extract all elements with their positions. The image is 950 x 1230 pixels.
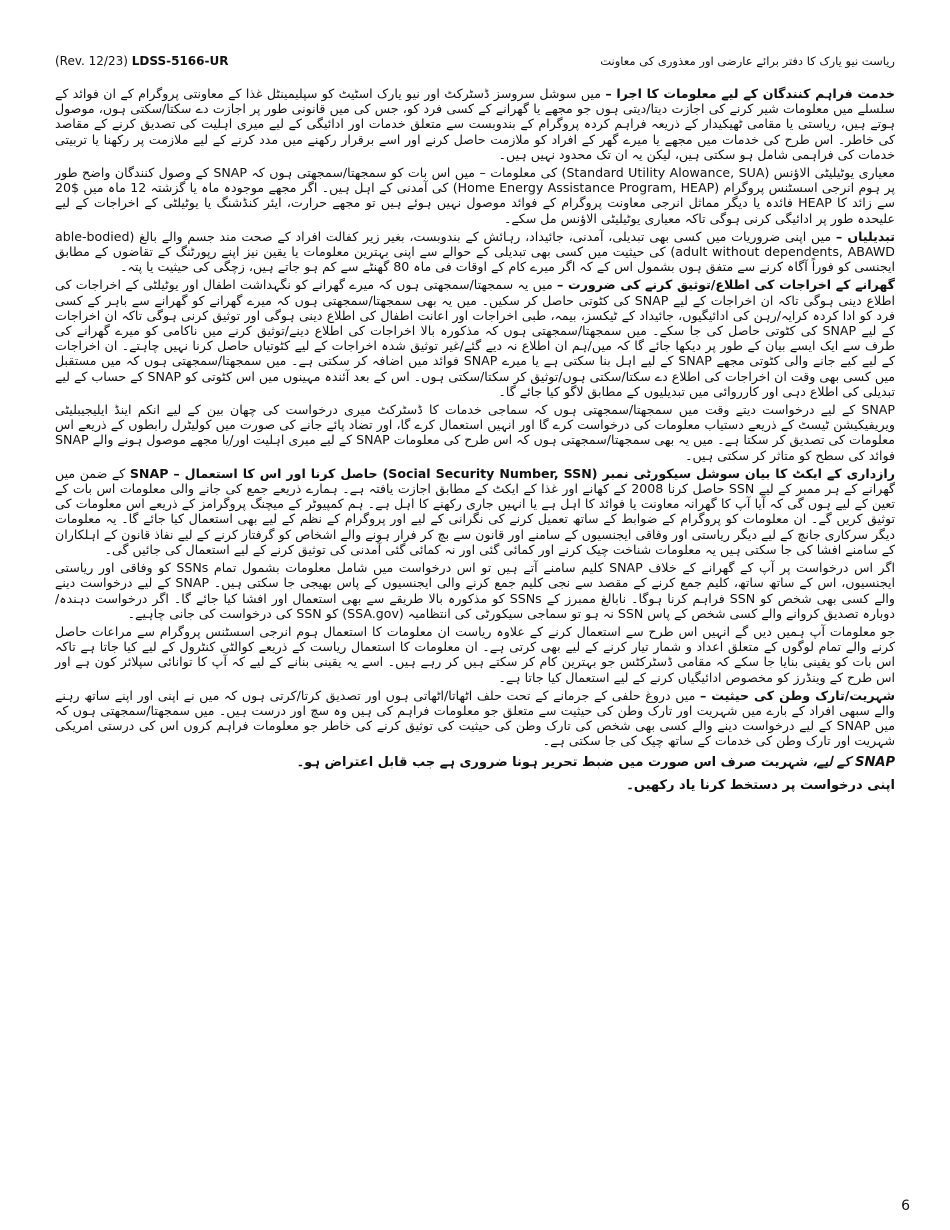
paragraph-privacy-act xyxy=(55,466,895,557)
document-body xyxy=(55,86,895,793)
revision-date: (Rev. 12/23) xyxy=(55,54,128,68)
snap-prefix: SNAP کے لیے، xyxy=(812,754,895,770)
note-emphasis: جب قابل اعتراض ہو۔ xyxy=(296,754,436,770)
paragraph-sua xyxy=(55,165,895,226)
paragraph-text: اگر اس درخواست پر آپ کے گھرانے کے خلاف SNAP کلیم سامنے آتے ہیں تو اس درخواست میں شامل معلومات بشمول تمام SSNs کو وفاقی اور ریاستی ایجنسیوں، اس کے ساتھ ساتھ، کلیم جمع کرنے کے مقصد سے نجی کلیم جمع کرنے والی ایجنسیوں کے پاس بھیجی جا سکتی ہیں۔ SNAP کے لیے درخواست دینے والے کسی بھی شخص کو SSN فراہم کرنا ہوگا۔ نابالغ ممبرز کے SSNs کو مذکورہ بالا طریقے سے بھی استعمال اور افشا کیا جائے گا۔ اگر درخواست دہندہ/دوبارہ تصدیق کروانے والے کسی شخص کے پاس SSN نہ ہو تو سماجی سیکورٹی کی انتظامیہ (SSA.gov) کو SSN کی درخواست کی جانی چاہیے۔ xyxy=(55,560,895,621)
paragraph-verification xyxy=(55,402,895,463)
paragraph-text: میں یہ سمجھتا/سمجھتی ہوں کہ میرے گھرانے کو نگہداشت اطفال اور یوٹیلٹی کے اخراجات کی اطلاع دینی ہوگی تاکہ ان اخراجات کے لیے SNAP کی کٹوتی حاصل کر سکیں۔ میں یہ بھی سمجھتا/سمجھتی ہوں کہ میرے گھرانے کو گھرانے سے باہر کے کسی فرد کو ادا کردہ کرایہ/رہن کی ادائیگیوں، جائیداد کے ٹیکسز، بیمہ، طبی اخراجات اور اعانت اطفال کی اطلاع دینی ہوگی اور توثیق کرنی ہوگی تاکہ ان اخراجات کے لیے SNAP کی کٹوتی حاصل کی جا سکے۔ میں سمجھتا/سمجھتی ہوں کہ مذکورہ بالا اخراجات کی اطلاع دینے/توثیق کرنے میں ناکامی کو میرے گھرانے کی طرف سے ایک ایسے بیان کے طور پر دیکھا جائے گا کہ میں/ہم ان اطلاع نہ دیے گئے/غیر توثیق شدہ اخراجات کے لیے کٹوتیاں حاصل کرنا نہیں چاہتے۔ ان اخراجات کے لیے کیے جانے والی کٹوتی مجھے SNAP کے لیے اہل بنا سکتی ہے یا میرے SNAP فوائد میں اضافہ کر سکتی ہے۔ میں سمجھتا/سمجھتی ہوں کہ میں مستقبل میں کسی بھی وقت ان اخراجات کی اطلاع دے سکتا/سکتی ہوں/توثیق کر سکتا/سکتی ہوں۔ اس کے بعد آئندہ مہینوں میں اس کٹوتی کو SNAP کے حساب کے لیے تبدیلی کی اطلاع دہی اور کارروائی میں تبدیلیوں کے مطابق لاگو کیا جائے گا۔ xyxy=(55,277,895,399)
paragraph-text: میں اپنی ضروریات میں کسی بھی تبدیلی، آمدنی، جائیداد، رہائش کے بندوبست، بغیر زیر کفالت افراد کے صحت مند جسم والے بالغ (able-bodied adult without dependents, ABAWD) کی حیثیت میں کسی بھی تبدیلی کے حوالے سے اپنی بہترین معلومات یا یقین نیز اپنے رپورٹنگ کے تقاضوں کے مطابق ایجنسی کو فوراً آگاہ کرنے سے متفق ہوں بشمول اس کے کہ اگر میرے کام کے اوقات فی ماہ 80 گھنٹے سے کم ہو جاتے ہیں، زچگی کی حیثیت یا پتہ۔ xyxy=(55,228,895,275)
paragraph-heading: رازداری کے ایکٹ کا بیان سوشل سیکورٹی نمبر (Social Security Number, SSN) حاصل کرنا اور اس کا استعمال – SNAP xyxy=(129,465,895,481)
paragraph-text: میں دروغ حلفی کے جرمانے کے تحت حلف اٹھاتا/اٹھاتی ہوں اور تصدیق کرتا/کرتی ہوں کہ میں نے اپنی اور اپنے ساتھ رہنے والے سبھی افراد کے بارے میں شہریت اور تارک وطن کی حیثیت سے متعلق جو معلومات فراہم کی ہیں وہ سچ اور درست ہیں۔ میں سمجھتا/سمجھتی ہوں کہ میں SNAP کے لیے درخواست دینے والے کسی بھی شخص کی تارک وطن کی حیثیت کی توثیق کرنے کی خاطر جو معلومات فراہم کروں اس کی درستی امریکی شہریت اور تارک وطن کی خدمات کے ساتھ چیک کی جا سکتی ہے۔ xyxy=(55,687,895,749)
paragraph-heap-statistics xyxy=(55,624,895,685)
paragraph-expenses xyxy=(55,277,895,399)
paragraph-text: SNAP کے لیے درخواست دیتے وقت میں سمجھتا/سمجھتی ہوں کہ سماجی خدمات کا ڈسٹرکٹ میری درخواست کی چھان بین کے لیے انکم اینڈ ایلیجیبلیٹی ویریفیکیشن ٹیسٹ کے ذریعے دستیاب معلومات کی درخواست کرے گا اور انہیں استعمال کرے گا، اور تضاد پائے جانے کی صورت میں کولیٹرل رابطوں کے ذریعے اس معلومات کی تصدیق کر سکتا ہے۔ میں یہ بھی سمجھتا/سمجھتی ہوں کہ اس طرح کی معلومات SNAP کے لیے میری اہلیت اور/یا مجھے موصول ہونے والے SNAP فوائد کی سطح کو متاثر کر سکتی ہیں۔ xyxy=(55,402,895,463)
paragraph-heading: گھرانے کے اخراجات کی اطلاع/توثیق کرنے کی ضرورت – xyxy=(557,277,895,293)
paragraph-heading: تبدیلیاں – xyxy=(835,228,895,244)
paragraph-text: معیاری یوٹیلیٹی الاؤنس (Standard Utility Alowance, SUA) کی معلومات – میں اس بات کو سمجھتا/سمجھتی ہوں کہ SNAP کے وصول کنندگان واضح طور پر ہوم انرجی اسسٹنس پروگرام (Home Energy Assistance Program, HEAP) کی آمدنی کے اہل ہیں۔ اگر مجھے موجودہ ماہ یا گزشتہ 12 ماہ میں $20 سے زائد کا HEAP فائدہ یا دیگر مماثل انرجی معاونت پروگرام کے فوائد موصول نہیں ہوئے ہیں تو مجھے حرارت، ایئر کنڈشنگ یا یوٹیلٹی کے اخراجات کے لیے علیحدہ طور پر ادائیگی کرنی ہوگی تاکہ معیاری یوٹیلیٹی الاؤنس مل سکے۔ xyxy=(55,165,895,226)
paragraph-text: کے ضمن میں گھرانے کے ہر ممبر کے لیے SSN حاصل کرنا 2008 کے کھانے اور غذا کے ایکٹ کے مطابق اجازت یافتہ ہے۔ ہمارے ذریعے جمع کی جانے والی معلومات اس بات کے تعین کے لیے ہوں گی کہ آیا آپ کا گھرانہ معاونت یا فوائد کا اہل ہے یا انہیں جاری رکھنے کا اہل ہے۔ ہم کمپیوٹر کے میچنگ پروگرامز کے ذریعے اس معلومات کی توثیق کریں گے۔ ان معلومات کو پروگرام کے ضوابط کے ساتھ تعمیل کرنے کی نگرانی کے لیے اور پروگرام کے نظم کے لیے بھی استعمال کیا جائے گا۔ یہ معلومات دیگر سرکاری جانچ کے لیے دیگر ریاستی اور وفاقی ایجنسیوں کے سامنے اور قانون سے بچ کر فرار ہونے والے اشخاص کو گرفتار کرنے کے لیے نفاذ قانون کے اہلکاران کے سامنے افشا کی جا سکتی ہیں یہ معلومات شناخت چیک کرنے اور کمائی گئی اور نہ کمائی گئی آمدنی کی توثیق کرنے کے لیے استعمال کی جائیں گی۔ xyxy=(55,465,895,557)
note-text: شہریت صرف اس صورت میں ضبط تحریر ہونا ضروری ہے xyxy=(435,754,813,770)
agency-name: ریاست نیو یارک کا دفتر برائے عارضی اور معذوری کی معاونت xyxy=(600,54,895,68)
sign-reminder: اپنی درخواست پر دستخط کرنا یاد رکھیں۔ xyxy=(626,777,895,793)
page-number: 6 xyxy=(901,1198,910,1214)
paragraph-heading: شہریت/تارک وطن کی حیثیت – xyxy=(699,687,895,703)
snap-citizenship-note xyxy=(55,755,895,770)
paragraph-text: میں سوشل سروسز ڈسٹرکٹ اور نیو یارک اسٹیٹ کو سپلیمینٹل غذا کے معاونتی پروگرام کے ان فوائد کے سلسلے میں معلومات شیر کرنے کی اجازت دیتا/دیتی ہوں جو مجھے یا گھرانے کے کسی فرد کو، جس کی میں قانونی طور پر اجازت دے سکتا/سکتی ہوں، موصول ہوتے ہیں، ریاستی یا مقامی ٹھیکیدار کے ذریعہ فراہم کردہ پروگرام کے بندوبست سے متعلق خدمات اور ادائیگی کے لیے میری اہلیت کی تصدیق کرنے کے مقاصد کی خاطر۔ اس طرح کی خدمات میں مجھے یا میرے گھر کے افراد کو ملازمت حاصل کرنے اور اسے برقرار رکھنے میں مدد کرنے کے لیے ملازمت پر رکھنا یا تربیتی خدمات کی فراہمی شامل ہو سکتی ہیں، لیکن یہ ان تک محدود نہیں ہیں۔ xyxy=(55,86,895,162)
paragraph-changes xyxy=(55,229,895,275)
paragraph-text: جو معلومات آپ ہمیں دیں گے انہیں اس طرح سے استعمال کرنے کے علاوہ ریاست ان معلومات کا استعمال ہوم انرجی اسسٹنس پروگرام سے مراعات حاصل کرنے والے تمام لوگوں کے متعلق اعداد و شمار تیار کرنے کے لیے بھی کرتی ہے۔ ان معلومات کا استعمال ریاست کے ذریعے کوالٹی کنٹرول کے لیے کیا جاتا ہے تاکہ اس بات کو یقینی بنایا جا سکے کہ مقامی ڈسٹرکٹس جو بہترین کام کر سکتے ہیں کر رہے ہیں۔ اسے یہ یقینی بنانے کے لیے کہ آپ کا توانائی سپلائر کون ہے اور اس طرح کے وینڈرز کو مخصوص ادائیگیاں کرنے کے لیے استعمال کیا جاتا ہے۔ xyxy=(55,623,895,685)
form-id: LDSS-5166-UR xyxy=(131,54,229,68)
page-header xyxy=(55,54,895,72)
paragraph-provider-info xyxy=(55,86,895,162)
paragraph-ssn-claims xyxy=(55,560,895,621)
paragraph-heading: خدمت فراہم کنندگان کے لیے معلومات کا اجرا – xyxy=(605,86,895,101)
paragraph-citizenship xyxy=(55,688,895,749)
form-revision xyxy=(55,54,228,68)
